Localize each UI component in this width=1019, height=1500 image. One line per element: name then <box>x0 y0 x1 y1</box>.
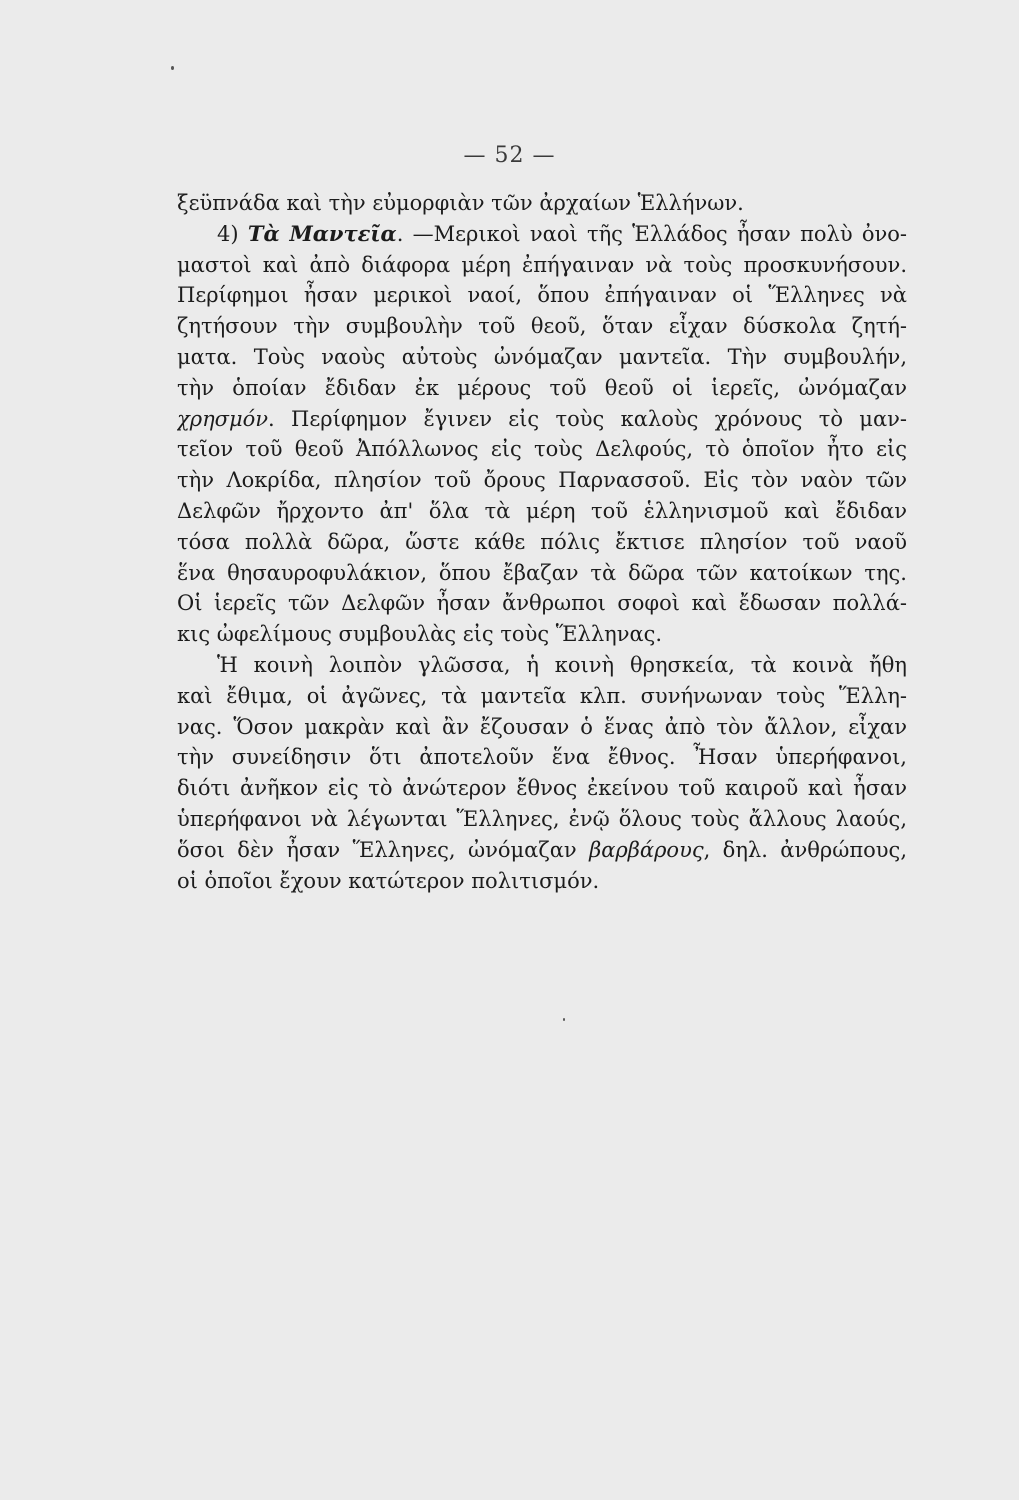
text-line: ζητήσουν τὴν συμβουλὴν τοῦ θεοῦ, ὅταν εἶχαν δύσκολα ζητή- <box>177 314 907 339</box>
scan-speck <box>171 66 174 70</box>
section-heading: Τὰ Μαντεῖα <box>247 220 397 246</box>
text-line: Περίφημοι ἦσαν μερικοὶ ναοί, ὅπου ἐπήγαιναν οἱ Ἕλληνες νὰ <box>177 283 907 308</box>
text-line: τὴν Λοκρίδα, πλησίον τοῦ ὄρους Παρνασσοῦ. Εἰς τὸν ναὸν τῶν <box>177 468 907 493</box>
text-line: χρησμόν. Περίφημον ἔγινεν εἰς τοὺς καλοὺς χρόνους τὸ μαν- <box>177 406 907 431</box>
section-heading-line: 4) Τὰ Μαντεῖα. —Μερικοὶ ναοὶ τῆς Ἑλλάδος ἦσαν πολὺ ὀνο- <box>217 220 907 246</box>
text-line: ἕνα θησαυροφυλάκιον, ὅπου ἔβαζαν τὰ δῶρα τῶν κατοίκων της. <box>177 560 907 585</box>
italic-term: χρησμόν <box>177 406 269 431</box>
text-line: τεῖον τοῦ θεοῦ Ἀπόλλωνος εἰς τοὺς Δελφούς, τὸ ὁποῖον ἦτο εἰς <box>177 437 907 462</box>
text-line: διότι ἀνῆκον εἰς τὸ ἀνώτερον ἔθνος ἐκείνου τοῦ καιροῦ καὶ ἦσαν <box>177 776 907 801</box>
italic-term: βαρβάρους <box>589 837 704 862</box>
text-line: τόσα πολλὰ δῶρα, ὥστε κάθε πόλις ἔκτισε πλησίον τοῦ ναοῦ <box>177 529 907 554</box>
text-line: καὶ ἔθιμα, οἱ ἀγῶνες, τὰ μαντεῖα κλπ. συνήνωναν τοὺς Ἕλλη- <box>177 683 907 708</box>
page-number: — 52 — <box>463 143 556 168</box>
text-line: μαστοὶ καὶ ἀπὸ διάφορα μέρη ἐπήγαιναν νὰ τοὺς προσκυνήσουν. <box>177 252 907 277</box>
text-line: οἱ ὁποῖοι ἔχουν κατώτερον πολιτισμόν. <box>177 868 600 893</box>
text-line: ὑπερήφανοι νὰ λέγωνται Ἕλληνες, ἐνῷ ὅλους τοὺς ἄλλους λαούς, <box>177 806 907 831</box>
text-line: νας. Ὅσον μακρὰν καὶ ἂν ἔζουσαν ὁ ἕνας ἀπὸ τὸν ἄλλον, εἶχαν <box>177 714 907 739</box>
text-line: Οἱ ἱερεῖς τῶν Δελφῶν ἦσαν ἄνθρωποι σοφοὶ καὶ ἔδωσαν πολλά- <box>177 591 907 616</box>
text-line: Δελφῶν ἤρχοντο ἀπ' ὅλα τὰ μέρη τοῦ ἑλληνισμοῦ καὶ ἔδιδαν <box>177 498 907 523</box>
text-line: ξεϋπνάδα καὶ τὴν εὐμορφιὰν τῶν ἀρχαίων Ἑλλήνων. <box>177 191 744 215</box>
text-line: τὴν συνείδησιν ὅτι ἀποτελοῦν ἕνα ἔθνος. Ἦσαν ὑπερήφανοι, <box>177 745 907 770</box>
text-line: κις ὠφελίμους συμβουλὰς εἰς τοὺς Ἕλληνας. <box>177 622 663 647</box>
text-line: ματα. Τοὺς ναοὺς αὐτοὺς ὠνόμαζαν μαντεῖα. Τὴν συμβουλήν, <box>177 344 907 369</box>
text-line: τὴν ὁποίαν ἔδιδαν ἐκ μέρους τοῦ θεοῦ οἱ ἱερεῖς, ὠνόμαζαν <box>177 375 907 400</box>
scan-speck <box>563 1018 565 1021</box>
text-line: Ἡ κοινὴ λοιπὸν γλῶσσα, ἡ κοινὴ θρησκεία, τὰ κοινὰ ἤθη <box>217 652 907 677</box>
text-line: ὅσοι δὲν ἦσαν Ἕλληνες, ὠνόμαζαν βαρβάρους, δηλ. ἀνθρώπους, <box>177 837 907 862</box>
body-text <box>177 188 907 896</box>
